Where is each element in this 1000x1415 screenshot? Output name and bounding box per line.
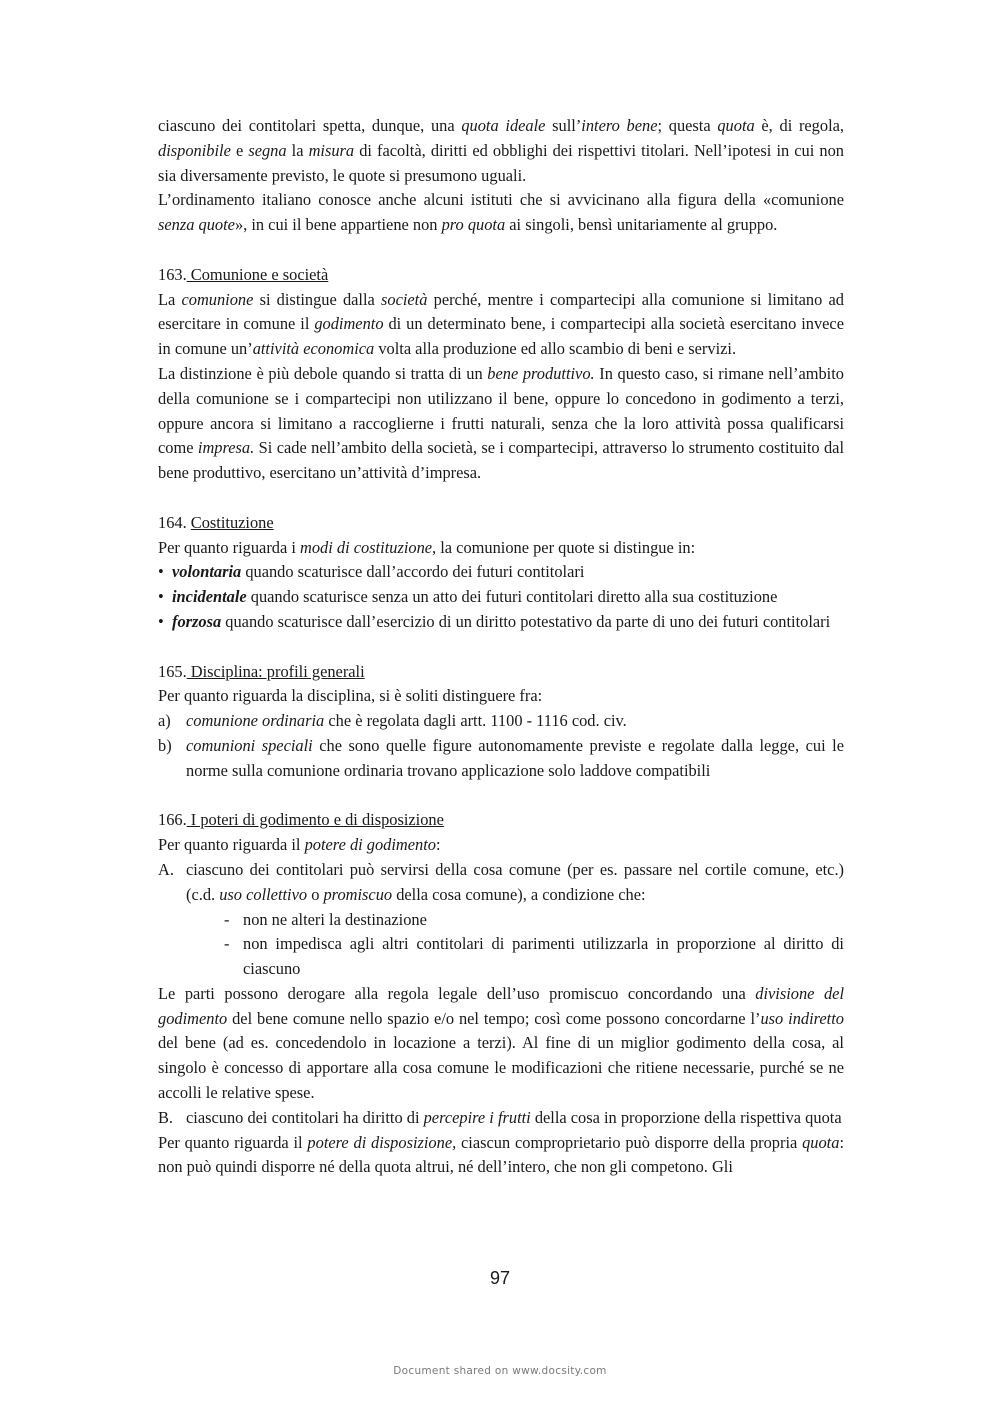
list-marker: A. xyxy=(158,859,174,879)
bullet-list xyxy=(158,560,844,634)
list-item: • volontaria quando scaturisce dall’accordo dei futuri contitolari xyxy=(158,560,844,585)
list-marker: a) xyxy=(158,711,171,731)
lettered-list xyxy=(158,1106,844,1131)
list-marker: B. xyxy=(158,1107,174,1127)
lettered-list xyxy=(158,858,844,982)
section-164-paragraph-1: Per quanto riguarda i modi di costituzione, la comunione per quote si distingue in: xyxy=(158,537,696,557)
document-body xyxy=(158,114,844,1180)
section-166-heading xyxy=(158,808,844,833)
page-number: 97 xyxy=(489,1268,511,1288)
list-item: A. ciascuno dei contitolari può servirsi della cosa comune (per es. passare nel cortile comune, etc.) (c.d. uso collettivo o promiscuo della cosa comune), a condizione che: - non ne alteri la destinazione - non impedisca agli altri contitolari di parimenti utilizzarla in proporzione al diritto di ciascuno xyxy=(158,858,844,982)
section-163-paragraph-1: La comunione si distingue dalla società perché, mentre i compartecipi alla comunione si limitano ad esercitare in comune il godimento di un determinato bene, i compartecipi alla società esercitano invece in comune un’attività economica volta alla produzione ed allo scambio di beni e servizi. xyxy=(158,289,844,359)
section-title: Comunione e società xyxy=(186,264,329,284)
footer-watermark: Document shared on www.docsity.com xyxy=(393,1365,607,1377)
section-166-paragraph-3: Per quanto riguarda il potere di disposizione, ciascun comproprietario può disporre della propria quota: non può quindi disporre né della quota altrui, né dell’intero, che non gli competono. Gli xyxy=(158,1132,844,1177)
section-166-paragraph-2: Le parti possono derogare alla regola legale dell’uso promiscuo concordando una divisione del godimento del bene comune nello spazio e/o nel tempo; così come possono concordarne l’uso indiretto del bene (ad es. concedendolo in locazione a terzi). Al fine di un miglior godimento della cosa, al singolo è concesso di apportare alla cosa comune le modificazioni che ritiene necessarie, purché se ne accolli le relative spese. xyxy=(158,983,844,1103)
section-165-paragraph-1: Per quanto riguarda la disciplina, si è soliti distinguere fra: xyxy=(158,686,543,706)
section-number: 164. xyxy=(158,512,187,532)
list-item: • incidentale quando scaturisce senza un atto dei futuri contitolari diretto alla sua costituzione xyxy=(158,585,844,610)
dash-icon: - xyxy=(224,909,230,929)
section-number: 163. xyxy=(158,264,187,284)
list-item: • forzosa quando scaturisce dall’esercizio di un diritto potestativo da parte di uno dei futuri contitolari xyxy=(158,610,844,635)
intro-paragraph-1: ciascuno dei contitolari spetta, dunque, una quota ideale sull’intero bene; questa quota è, di regola, disponibile e segna la misura di facoltà, diritti ed obblighi dei rispettivi titolari. Nell’ipotesi in cui non sia diversamente previsto, le quote si presumono uguali. xyxy=(158,116,845,185)
lettered-list xyxy=(158,709,844,783)
section-165-heading xyxy=(158,660,844,685)
section-164-heading xyxy=(158,511,844,536)
list-marker: b) xyxy=(158,735,172,755)
list-item: B. ciascuno dei contitolari ha diritto di percepire i frutti della cosa in proporzione della rispettiva quota xyxy=(158,1106,844,1131)
bullet-icon: • xyxy=(158,562,164,582)
list-item: b) comunioni speciali che sono quelle figure autonomamente previste e regolate dalla legge, cui le norme sulla comunione ordinaria trovano applicazione solo laddove compatibili xyxy=(158,735,844,780)
list-item: a) comunione ordinaria che è regolata dagli artt. 1100 - 1116 cod. civ. xyxy=(158,709,844,734)
section-number: 166. xyxy=(158,810,187,830)
bullet-icon: • xyxy=(158,587,164,607)
section-title: Disciplina: profili generali xyxy=(186,661,365,681)
section-163-heading xyxy=(158,263,844,288)
list-item: - non impedisca agli altri contitolari di parimenti utilizzarla in proporzione al diritto di ciascuno xyxy=(224,934,844,979)
dash-list xyxy=(186,908,844,982)
section-number: 165. xyxy=(158,661,187,681)
section-title: I poteri di godimento e di disposizione xyxy=(186,810,444,830)
bullet-icon: • xyxy=(158,611,164,631)
intro-paragraph-2: L’ordinamento italiano conosce anche alcuni istituti che si avvicinano alla figura della «comunione senza quote», in cui il bene appartiene non pro quota ai singoli, bensì unitariamente al gruppo. xyxy=(158,190,844,235)
section-163-paragraph-2: La distinzione è più debole quando si tratta di un bene produttivo. In questo caso, si rimane nell’ambito della comunione se i compartecipi non utilizzano il bene, oppure lo concedono in godimento a terzi, oppure ancora si limitano a raccoglierne i frutti naturali, senza che la loro attività possa qualificarsi come impresa. Si cade nell’ambito della società, se i compartecipi, attraverso lo strumento costituito dal bene produttivo, esercitano un’attività d’impresa. xyxy=(158,363,844,483)
list-item: - non ne alteri la destinazione xyxy=(216,908,844,933)
dash-icon: - xyxy=(224,934,230,954)
section-title: Costituzione xyxy=(190,512,274,532)
section-166-paragraph-1: Per quanto riguarda il potere di godimento: xyxy=(158,835,441,855)
